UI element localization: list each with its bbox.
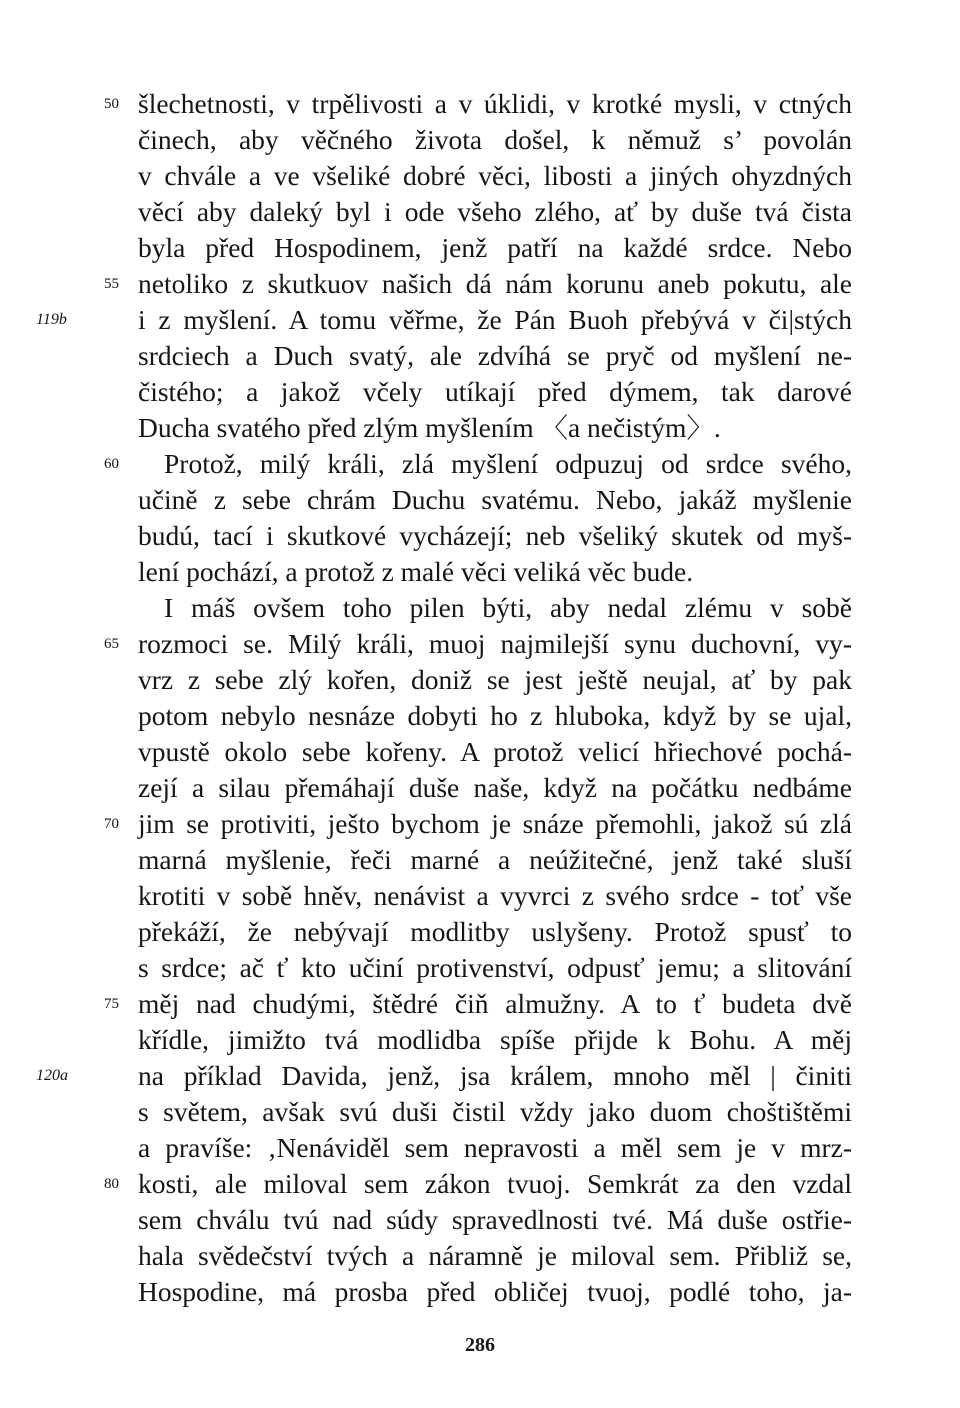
text-line: byla před Hospodinem, jenž patří na každé srdce. Nebo: [138, 232, 852, 263]
folio-mark-119b: 119b: [36, 311, 67, 328]
text-line: vpustě okolo sebe kořeny. A protož velicí hřiechové pochá-: [138, 736, 852, 767]
text-line: potom nebylo nesnáze dobyti ho z hluboka, když by se ujal,: [138, 700, 852, 731]
line-number-50: 50: [104, 96, 119, 112]
text-line: křídle, jimižto tvá modlidba spíše přijde k Bohu. A měj: [138, 1024, 852, 1055]
text-line: v chvále a ve všeliké dobré věci, libosti a jiných ohyzdných: [138, 160, 852, 191]
text-line: zejí a silau přemáhají duše naše, když na počátku nedbáme: [138, 772, 852, 803]
text-line: Hospodine, má prosba před obličej tvuoj, podlé toho, ja-: [138, 1276, 852, 1307]
line-number-65: 65: [104, 636, 119, 652]
folio-mark-120a: 120a: [36, 1067, 68, 1084]
text-line: věcí aby daleký byl i ode všeho zlého, ať by duše tvá čista: [138, 196, 852, 227]
line-number-80: 80: [104, 1176, 119, 1192]
text-line: Protož, milý králi, zlá myšlení odpuzuj od srdce svého,: [164, 448, 852, 479]
text-line: hala svědečství tvých a náramně je miloval sem. Přibliž se,: [138, 1240, 852, 1271]
text-line: budú, tací i skutkové vycházejí; neb všeliký skutek od myš-: [138, 520, 852, 551]
text-line: srdciech a Duch svatý, ale zdvíhá se pryč od myšlení ne-: [138, 340, 852, 371]
text-line: na příklad Davida, jenž, jsa králem, mnoho měl | činiti: [138, 1060, 852, 1091]
text-line: činech, aby věčného života došel, k němuž s’ povolán: [138, 124, 852, 155]
line-number-60: 60: [104, 456, 119, 472]
text-line: vrz z sebe zlý kořen, doniž se jest ještě neujal, ať by pak: [138, 664, 852, 695]
text-line: lení pochází, a protož z malé věci veliká věc bude.: [138, 556, 694, 587]
text-line: kosti, ale miloval sem zákon tvuoj. Semkrát za den vzdal: [138, 1168, 852, 1199]
text-line: rozmoci se. Milý králi, muoj najmilejší synu duchovní, vy-: [138, 628, 852, 659]
text-line: šlechetnosti, v trpělivosti a v úklidi, v krotké mysli, v ctných: [138, 88, 852, 119]
text-line: jim se protiviti, ješto bychom je snáze přemohli, jakož sú zlá: [138, 808, 852, 839]
text-line: krotiti v sobě hněv, nenávist a vyvrci z svého srdce - toť vše: [138, 880, 852, 911]
text-line: I máš ovšem toho pilen býti, aby nedal zlému v sobě: [164, 592, 852, 623]
line-number-70: 70: [104, 816, 119, 832]
text-line: Ducha svatého před zlým myšlením 〈a nečistým〉.: [138, 412, 721, 443]
text-line: měj nad chudými, štědré čiň almužny. A to ť budeta dvě: [138, 988, 852, 1019]
text-line: překáží, že nebývají modlitby uslyšeny. Protož spusť to: [138, 916, 852, 947]
line-number-75: 75: [104, 996, 119, 1012]
text-line: a pravíše: ‚Nenáviděl sem nepravosti a měl sem je v mrz-: [138, 1132, 852, 1163]
page-number: 286: [465, 1334, 495, 1356]
text-line: učině z sebe chrám Duchu svatému. Nebo, jakáž myšlenie: [138, 484, 852, 515]
text-line: i z myšlení. A tomu věřme, že Pán Buoh přebývá v či|stých: [138, 304, 852, 335]
text-line: s srdce; ač ť kto učiní protivenství, odpusť jemu; a slitování: [138, 952, 852, 983]
text-line: čistého; a jakož včely utíkají před dýmem, tak darové: [138, 376, 852, 407]
text-line: s světem, avšak svú duši čistil vždy jako duom choštištěmi: [138, 1096, 852, 1127]
text-line: marná myšlenie, řeči marné a neúžitečné, jenž také sluší: [138, 844, 852, 875]
line-number-55: 55: [104, 276, 119, 292]
text-line: sem chválu tvú nad súdy spravedlnosti tvé. Má duše ostřie-: [138, 1204, 852, 1235]
text-line: netoliko z skutkuov našich dá nám korunu aneb pokutu, ale: [138, 268, 852, 299]
